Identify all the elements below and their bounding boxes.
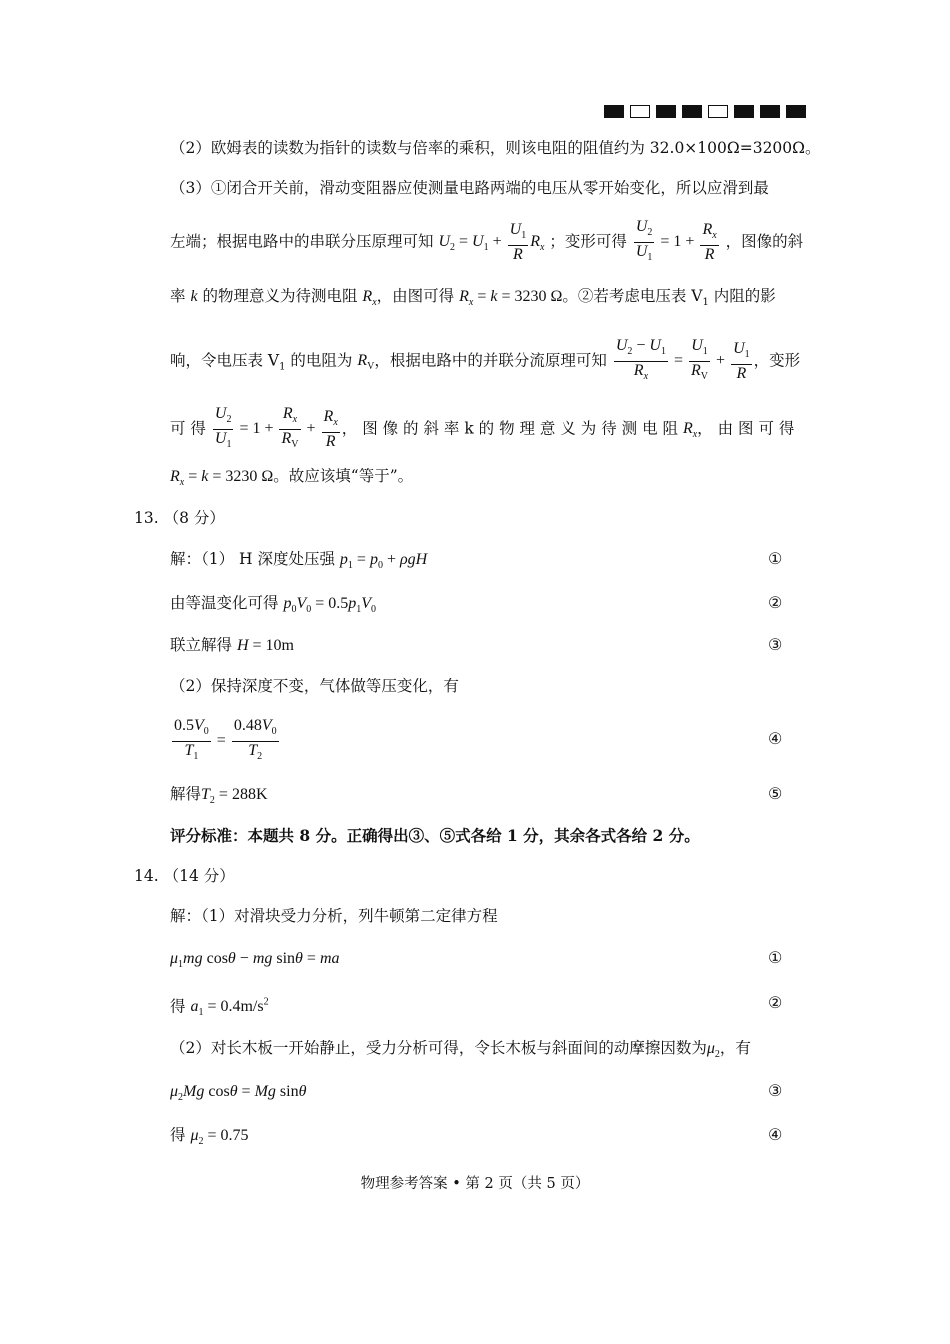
equation-rx-k: $R_x = k = 3230$ Ω [170,468,274,489]
q13-step6 [170,784,268,811]
text: 得 [170,997,186,1016]
paragraph-q12-3-line3: 率 k 的物理意义为待测电阻 $R_x$，由图可得 $R_x = k = 3230$ Ω。②若考虑电压表 $V_1$ 内阻的影 [170,287,776,309]
symbol-k: k [190,288,198,305]
equation-marker: ④ [768,729,783,748]
q13-step4: （2）保持深度不变，气体做等压变化，有 [170,677,459,695]
equation-marker: ③ [768,1081,783,1100]
q13-step2 [170,593,376,620]
equation: $p_1 = p_0 + \rho gH$ [339,551,428,572]
q14-step2 [170,948,340,975]
hollow-square [708,105,728,118]
text: ，图像的斜 [725,232,804,251]
equation-marker: ④ [768,1125,783,1144]
value: = 3230 Ω [501,288,563,305]
equation: $p_0V_0 = 0.5p_1V_0$ [283,595,377,616]
text: ，有 [719,1039,751,1057]
text: 响，令电压表 V [170,351,280,370]
equation-ratio-2: $\frac{U_2}{U_1}$ = 1 + $\frac{R_x}{R_V}$ + $\frac{R_x}{R}$ [214,405,338,451]
paragraph-q12-3-line6 [170,466,413,493]
text: ，根据电路中的并联分流原理可知 [374,351,607,370]
text: 得 [170,1126,186,1144]
q13-step3 [170,635,294,656]
text: 。故应该填“等于”。 [273,467,414,485]
text: 由等温变化可得 [170,594,279,612]
paragraph-q12-3-line4: 响，令电压表 $V_1$ 的电阻为 $R_V$，根据电路中的并联分流原理可知 $\frac{U_2 - U_1}{R_x}$ = $\frac{U_1}{R_V}$ + $\frac{U_1}{R}$ ，变形 [170,337,801,383]
equation: $\mu_2Mg$ cosθ = Mg sinθ [170,1083,307,1104]
equation-marker: ⑤ [768,784,783,803]
q14-step4 [170,1038,751,1065]
equation-marker: ③ [768,635,783,654]
paragraph-q12-3-line5 [170,405,794,454]
paragraph-q12-3-line1: （3）①闭合开关前，滑动变阻器应使测量电路两端的电压从零开始变化，所以应滑到最 [170,179,769,197]
hollow-square [630,105,650,118]
page-footer: 物理参考答案 • 第 2 页（共 5 页） [360,1176,590,1192]
equation-ratio: $\frac{U_2}{U_1}$ = 1 + $\frac{R_x}{R}$ [635,218,717,264]
equation-marker: ① [768,948,783,967]
symbol-rv: $R_V$ [357,352,375,373]
question-13-heading: 13. （8 分） [134,509,225,527]
equation: $a_1 = 0.4m/s^2$ [190,997,269,1019]
text: 解得 [170,785,202,803]
equation: $T_2 = 288K$ [201,786,268,807]
equation-parallel: $\frac{U_2 - U_1}{R_x}$ = $\frac{U_1}{R_V}$ + $\frac{U_1}{R}$ [615,337,750,383]
header-square-pattern [604,105,806,118]
text: ，变形 [753,351,801,370]
filled-square [786,105,806,118]
text: ， 由 图 可 得 [697,419,795,438]
q14-step5 [170,1081,306,1108]
filled-square [604,105,624,118]
equation-marker: ② [768,593,783,612]
text: 内阻的影 [708,287,776,305]
text: 。②若考虑电压表 V [562,287,703,305]
equation: $\mu_2 = 0.75$ [190,1127,249,1148]
q13-step1 [170,549,427,576]
filled-square [760,105,780,118]
equation-marker: ① [768,549,783,568]
text: 的电阻为 [285,351,358,370]
equation-series: $U_2 = U_1$ + $\frac{U_1}{R}$ $R_x$ [438,221,545,264]
q13-scoring-criteria: 评分标准：本题共 8 分。正确得出③、⑤式各给 1 分，其余各式各给 2 分。 [170,826,700,845]
text: ， 图 像 的 斜 率 k 的 物 理 意 义 为 待 测 电 阻 [341,419,678,438]
equation-rx-k: $R_x = k = 3230$ Ω [459,288,563,309]
text: （2）对长木板一开始静止，受力分析可得，令长木板与斜面间的动摩擦因数为 [170,1039,707,1057]
paragraph-q12-3-line2 [170,218,803,267]
question-14-heading: 14. （14 分） [134,867,235,885]
equation: H = 10m [236,637,294,654]
equation-isobaric: $\frac{0.5V_0}{T_1}$ = $\frac{0.48V_0}{T_2}$ [174,717,277,763]
equation-marker: ② [768,993,783,1012]
symbol-rx: $R_x$ [362,288,377,309]
q14-step3 [170,993,269,1024]
filled-square [734,105,754,118]
text: 解：（1） H 深度处压强 [170,550,335,568]
filled-square [682,105,702,118]
q14-step1: 解：（1）对滑块受力分析，列牛顿第二定律方程 [170,907,498,925]
text: 联立解得 [170,636,233,654]
paragraph-q12-2: （2）欧姆表的读数为指针的读数与倍率的乘积，则该电阻的阻值约为 32.0×100Ω=3200Ω。 [170,139,821,157]
equation: $\mu_1mg$ cosθ − mg sinθ = ma [170,950,340,971]
value: = 3230 Ω [212,468,274,485]
q13-step5 [170,717,281,766]
symbol-rx: $R_x$ [682,420,698,441]
q14-step6 [170,1125,249,1152]
text: ；变形可得 [549,232,627,251]
text: 率 [170,287,191,305]
filled-square [656,105,676,118]
text: ，由图可得 [376,287,460,305]
text: 可 得 [170,419,206,438]
text: 左端；根据电路中的串联分压原理可知 [170,232,434,251]
text: 的物理意义为待测电阻 [197,287,363,305]
symbol-mu2: $\mu_2$ [706,1040,720,1061]
